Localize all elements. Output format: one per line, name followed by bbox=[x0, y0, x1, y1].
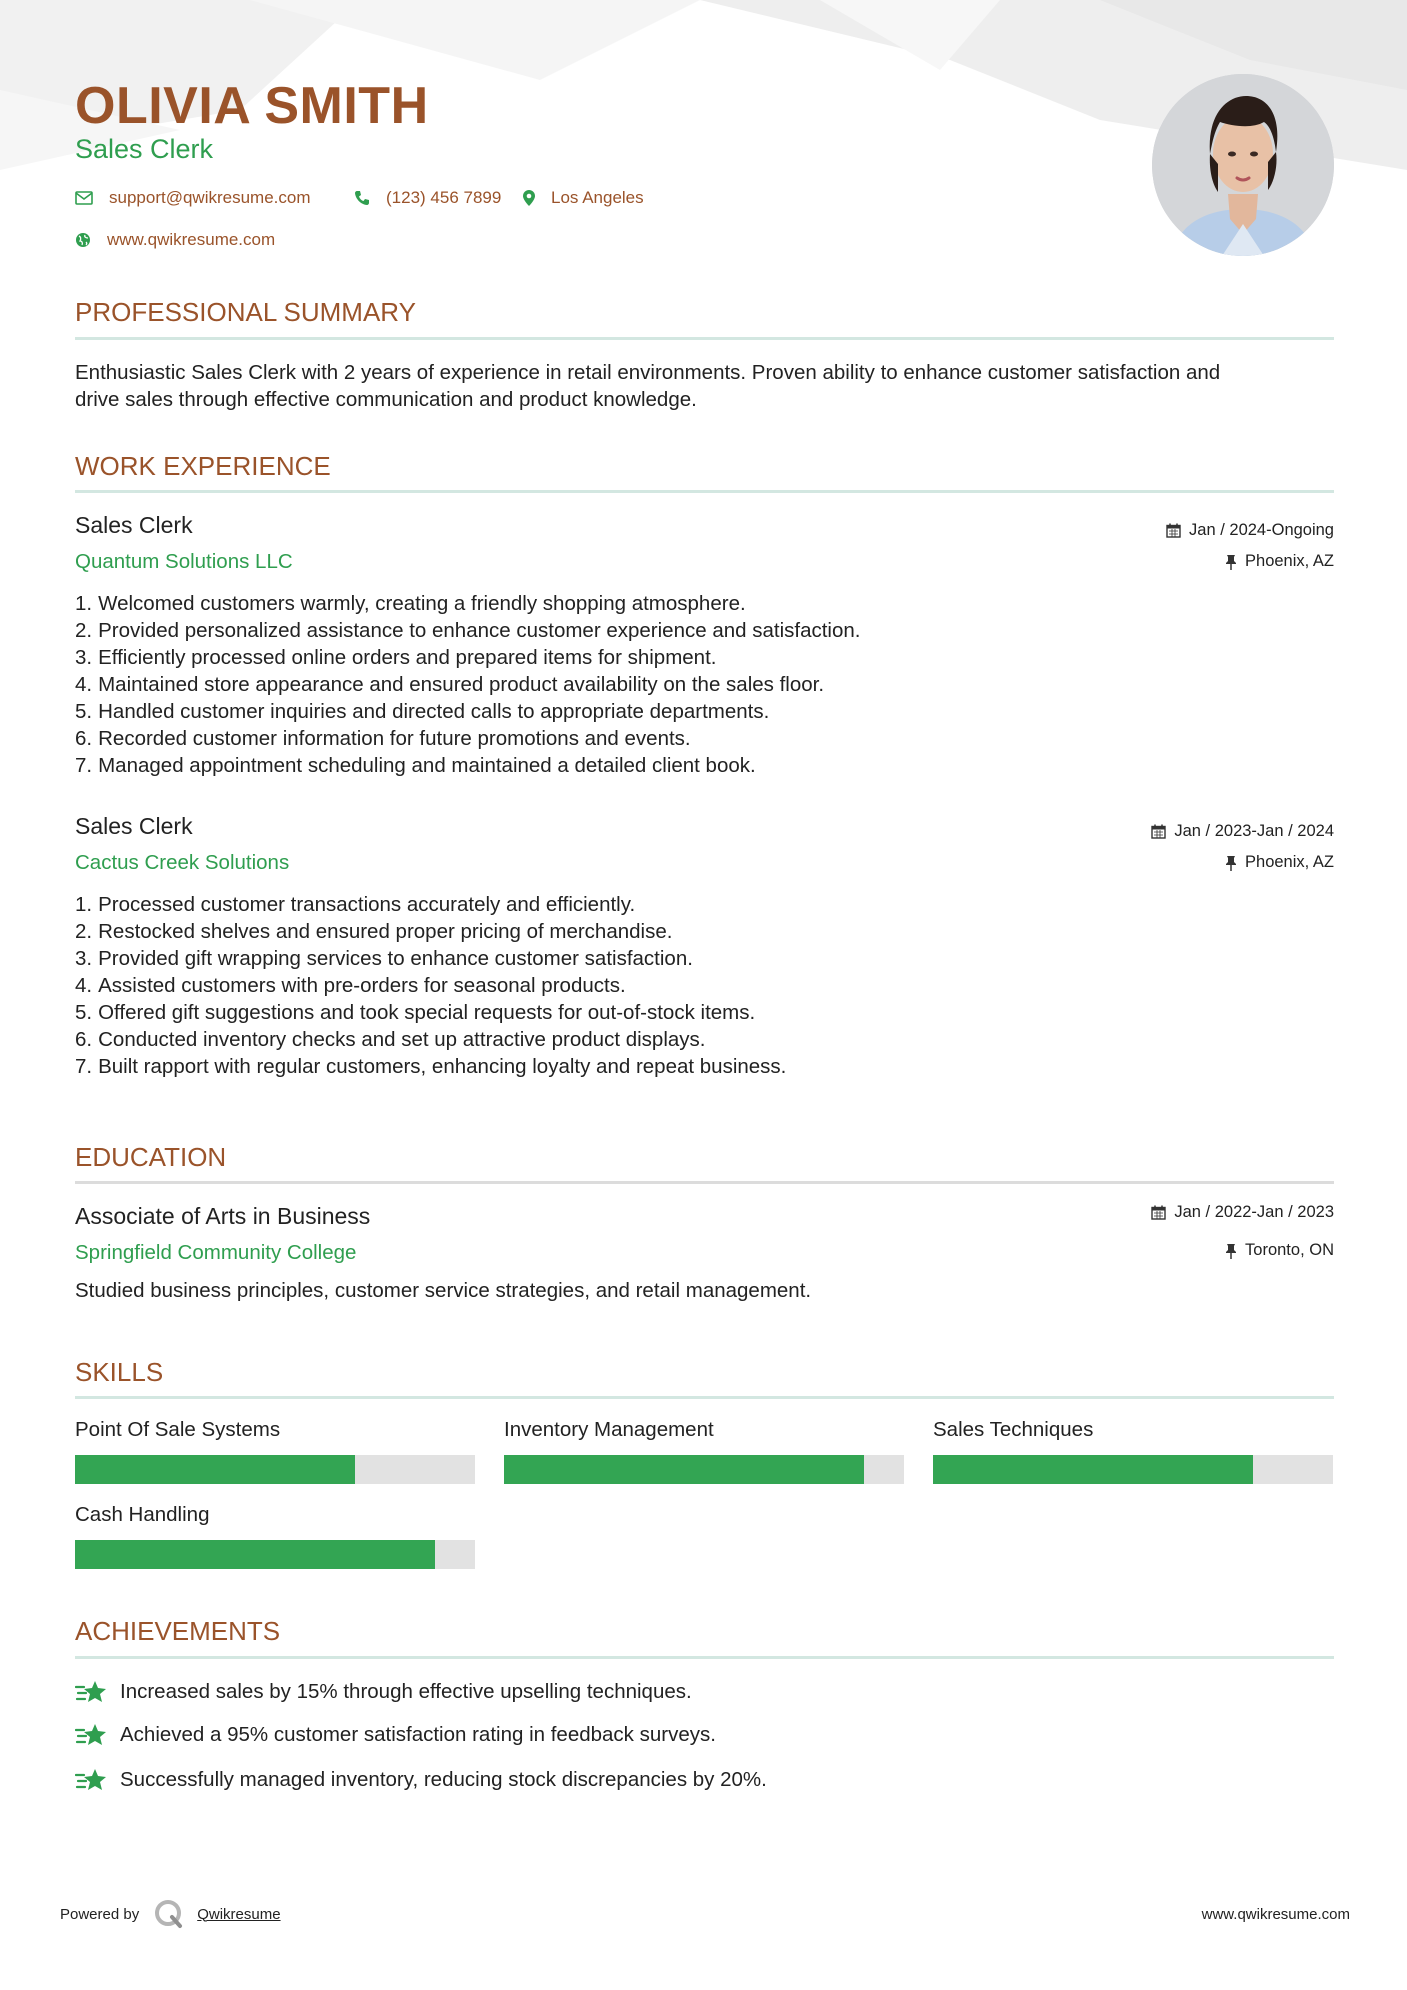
job-dates-text: Jan / 2023-Jan / 2024 bbox=[1174, 822, 1334, 840]
contact-website-text: www.qwikresume.com bbox=[107, 230, 276, 249]
list-item: 1. Processed customer transactions accurately and efficiently. bbox=[75, 893, 636, 916]
job-company: Cactus Creek Solutions bbox=[75, 851, 290, 874]
calendar-icon bbox=[1166, 523, 1181, 538]
list-item: 4. Assisted customers with pre-orders for seasonal products. bbox=[75, 974, 626, 997]
pushpin-icon bbox=[1225, 554, 1237, 570]
list-item: 6. Conducted inventory checks and set up attractive product displays. bbox=[75, 1028, 706, 1051]
contact-email-text: support@qwikresume.com bbox=[109, 188, 311, 207]
achievement-text: Achieved a 95% customer satisfaction rating in feedback surveys. bbox=[120, 1723, 716, 1746]
list-item: 7. Managed appointment scheduling and maintained a detailed client book. bbox=[75, 754, 756, 777]
contact-location-text: Los Angeles bbox=[551, 188, 644, 207]
list-item: 3. Provided gift wrapping services to enhance customer satisfaction. bbox=[75, 947, 693, 970]
envelope-icon bbox=[75, 191, 93, 205]
achievement-item bbox=[75, 1766, 767, 1794]
achievements-heading: ACHIEVEMENTS bbox=[75, 1616, 281, 1646]
powered-by-label: Powered by bbox=[60, 1905, 140, 1923]
contact-phone-text: (123) 456 7899 bbox=[386, 188, 502, 207]
achievement-item bbox=[75, 1678, 692, 1706]
skill-bar-track bbox=[75, 1540, 475, 1569]
star-award-icon bbox=[75, 1766, 108, 1794]
list-item: 3. Efficiently processed online orders and prepared items for shipment. bbox=[75, 646, 717, 669]
education-dates bbox=[1151, 1203, 1334, 1222]
pushpin-icon bbox=[1225, 855, 1237, 871]
skill-item bbox=[75, 1503, 475, 1527]
footer-powered-by bbox=[60, 1898, 281, 1930]
profile-photo bbox=[1152, 74, 1334, 256]
skill-label: Sales Techniques bbox=[933, 1418, 1094, 1441]
job-location-text: Phoenix, AZ bbox=[1245, 853, 1334, 871]
skill-bar-track bbox=[504, 1455, 904, 1484]
skill-label: Point Of Sale Systems bbox=[75, 1418, 281, 1441]
summary-text: Enthusiastic Sales Clerk with 2 years of experience in retail environments. Proven ability to enhance customer satisfaction and drive sales through effective communication and product knowledge. bbox=[75, 361, 1221, 411]
education-description: Studied business principles, customer service strategies, and retail management. bbox=[75, 1279, 812, 1302]
list-item: 7. Built rapport with regular customers, enhancing loyalty and repeat business. bbox=[75, 1055, 787, 1078]
education-location bbox=[1225, 1241, 1334, 1260]
skill-bar-fill bbox=[75, 1540, 435, 1569]
job-location bbox=[1225, 552, 1334, 571]
education-location-text: Toronto, ON bbox=[1245, 1241, 1334, 1259]
skill-label: Cash Handling bbox=[75, 1503, 210, 1526]
map-pin-icon bbox=[523, 190, 535, 206]
list-item: 5. Offered gift suggestions and took special requests for out-of-stock items. bbox=[75, 1001, 756, 1024]
job-company: Quantum Solutions LLC bbox=[75, 550, 293, 573]
skill-bar-fill bbox=[933, 1455, 1253, 1484]
job-dates bbox=[1151, 822, 1334, 841]
education-divider bbox=[75, 1181, 1334, 1184]
footer-website[interactable]: www.qwikresume.com bbox=[1201, 1906, 1350, 1923]
skills-divider bbox=[75, 1396, 1334, 1399]
list-item: 6. Recorded customer information for future promotions and events. bbox=[75, 727, 691, 750]
list-item: 5. Handled customer inquiries and directed calls to appropriate departments. bbox=[75, 700, 770, 723]
job-dates bbox=[1166, 521, 1334, 540]
job-location bbox=[1225, 853, 1334, 872]
job-responsibilities bbox=[75, 590, 860, 779]
pushpin-icon bbox=[1225, 1243, 1237, 1259]
footer-brand-link[interactable]: Qwikresume bbox=[197, 1905, 281, 1923]
education-heading: EDUCATION bbox=[75, 1142, 227, 1172]
job-responsibilities bbox=[75, 891, 786, 1080]
skills-heading: SKILLS bbox=[75, 1357, 164, 1387]
contact-website[interactable] bbox=[75, 230, 275, 250]
school-name: Springfield Community College bbox=[75, 1241, 357, 1264]
profile-portrait-image bbox=[1152, 74, 1334, 256]
candidate-title: Sales Clerk bbox=[75, 134, 214, 164]
skill-bar-fill bbox=[504, 1455, 864, 1484]
achievements-divider bbox=[75, 1656, 1334, 1659]
contact-location bbox=[523, 188, 644, 208]
star-award-icon bbox=[75, 1678, 108, 1706]
skill-bar-track bbox=[75, 1455, 475, 1484]
summary-divider bbox=[75, 337, 1334, 340]
list-item: 4. Maintained store appearance and ensured product availability on the sales floor. bbox=[75, 673, 825, 696]
achievement-text: Successfully managed inventory, reducing stock discrepancies by 20%. bbox=[120, 1768, 767, 1791]
phone-icon bbox=[354, 190, 370, 206]
globe-icon bbox=[75, 232, 91, 248]
skill-label: Inventory Management bbox=[504, 1418, 714, 1441]
summary-heading: PROFESSIONAL SUMMARY bbox=[75, 297, 416, 327]
skill-bar-fill bbox=[75, 1455, 355, 1484]
qwikresume-logo-icon bbox=[153, 1898, 185, 1930]
skill-item bbox=[75, 1418, 475, 1442]
experience-divider bbox=[75, 490, 1334, 493]
job-location-text: Phoenix, AZ bbox=[1245, 552, 1334, 570]
job-dates-text: Jan / 2024-Ongoing bbox=[1189, 521, 1334, 539]
achievement-text: Increased sales by 15% through effective upselling techniques. bbox=[120, 1680, 692, 1703]
experience-heading: WORK EXPERIENCE bbox=[75, 451, 331, 481]
calendar-icon bbox=[1151, 1205, 1166, 1220]
skill-item bbox=[504, 1418, 904, 1442]
degree-title: Associate of Arts in Business bbox=[75, 1203, 371, 1229]
list-item: 1. Welcomed customers warmly, creating a friendly shopping atmosphere. bbox=[75, 592, 746, 615]
list-item: 2. Provided personalized assistance to enhance customer experience and satisfaction. bbox=[75, 619, 861, 642]
skill-bar-track bbox=[933, 1455, 1333, 1484]
job-title: Sales Clerk bbox=[75, 813, 193, 839]
list-item: 2. Restocked shelves and ensured proper pricing of merchandise. bbox=[75, 920, 673, 943]
skill-item bbox=[933, 1418, 1333, 1442]
contact-email[interactable] bbox=[75, 188, 311, 208]
education-dates-text: Jan / 2022-Jan / 2023 bbox=[1174, 1203, 1334, 1221]
calendar-icon bbox=[1151, 824, 1166, 839]
candidate-name: OLIVIA SMITH bbox=[75, 77, 429, 135]
achievement-item bbox=[75, 1721, 716, 1749]
contact-phone[interactable] bbox=[354, 188, 501, 208]
job-title: Sales Clerk bbox=[75, 512, 193, 538]
star-award-icon bbox=[75, 1721, 108, 1749]
